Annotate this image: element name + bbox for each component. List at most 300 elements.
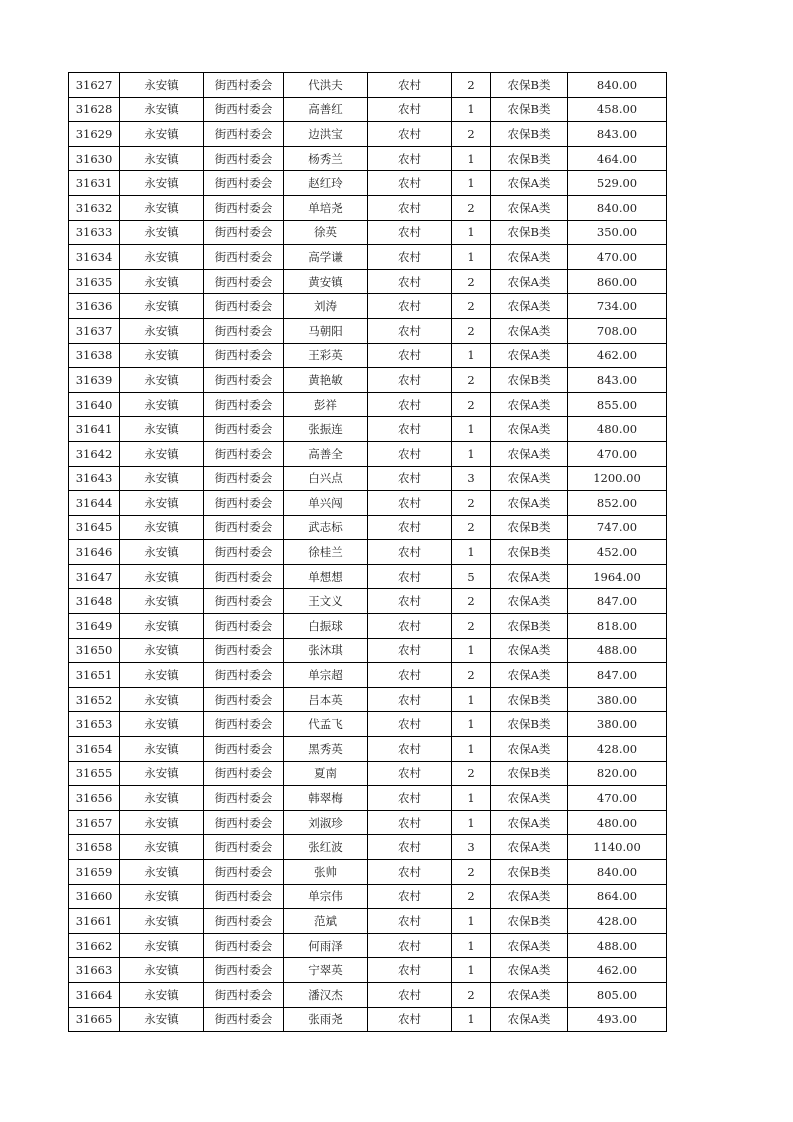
household-type-cell: 农村 bbox=[368, 835, 452, 860]
table-row bbox=[69, 712, 667, 737]
table-row bbox=[69, 195, 667, 220]
table-row bbox=[69, 663, 667, 688]
category-cell: 农保A类 bbox=[491, 638, 568, 663]
member-count-cell: 1 bbox=[452, 441, 491, 466]
id-cell: 31639 bbox=[69, 368, 120, 393]
amount-cell: 380.00 bbox=[568, 712, 667, 737]
town-cell: 永安镇 bbox=[120, 884, 204, 909]
id-cell: 31662 bbox=[69, 933, 120, 958]
amount-cell: 818.00 bbox=[568, 614, 667, 639]
table-row bbox=[69, 146, 667, 171]
member-count-cell: 2 bbox=[452, 122, 491, 147]
amount-cell: 480.00 bbox=[568, 417, 667, 442]
town-cell: 永安镇 bbox=[120, 786, 204, 811]
name-cell: 赵红玲 bbox=[284, 171, 368, 196]
town-cell: 永安镇 bbox=[120, 417, 204, 442]
name-cell: 张红波 bbox=[284, 835, 368, 860]
amount-cell: 488.00 bbox=[568, 933, 667, 958]
household-type-cell: 农村 bbox=[368, 663, 452, 688]
name-cell: 张振连 bbox=[284, 417, 368, 442]
id-cell: 31633 bbox=[69, 220, 120, 245]
name-cell: 单宗超 bbox=[284, 663, 368, 688]
table-row bbox=[69, 564, 667, 589]
category-cell: 农保A类 bbox=[491, 245, 568, 270]
town-cell: 永安镇 bbox=[120, 687, 204, 712]
category-cell: 农保A类 bbox=[491, 392, 568, 417]
village-cell: 街西村委会 bbox=[204, 540, 284, 565]
town-cell: 永安镇 bbox=[120, 909, 204, 934]
amount-cell: 480.00 bbox=[568, 810, 667, 835]
village-cell: 街西村委会 bbox=[204, 909, 284, 934]
table-row bbox=[69, 122, 667, 147]
member-count-cell: 1 bbox=[452, 786, 491, 811]
household-type-cell: 农村 bbox=[368, 294, 452, 319]
category-cell: 农保B类 bbox=[491, 122, 568, 147]
name-cell: 王彩英 bbox=[284, 343, 368, 368]
category-cell: 农保A类 bbox=[491, 269, 568, 294]
member-count-cell: 2 bbox=[452, 294, 491, 319]
village-cell: 街西村委会 bbox=[204, 343, 284, 368]
village-cell: 街西村委会 bbox=[204, 982, 284, 1007]
amount-cell: 843.00 bbox=[568, 368, 667, 393]
member-count-cell: 2 bbox=[452, 195, 491, 220]
town-cell: 永安镇 bbox=[120, 245, 204, 270]
amount-cell: 855.00 bbox=[568, 392, 667, 417]
household-type-cell: 农村 bbox=[368, 171, 452, 196]
table-row bbox=[69, 982, 667, 1007]
table-row bbox=[69, 171, 667, 196]
table-row bbox=[69, 761, 667, 786]
category-cell: 农保B类 bbox=[491, 909, 568, 934]
table-row bbox=[69, 392, 667, 417]
name-cell: 彭祥 bbox=[284, 392, 368, 417]
member-count-cell: 3 bbox=[452, 466, 491, 491]
member-count-cell: 1 bbox=[452, 933, 491, 958]
village-cell: 街西村委会 bbox=[204, 146, 284, 171]
table-row bbox=[69, 294, 667, 319]
category-cell: 农保B类 bbox=[491, 712, 568, 737]
village-cell: 街西村委会 bbox=[204, 515, 284, 540]
village-cell: 街西村委会 bbox=[204, 195, 284, 220]
name-cell: 黄安镇 bbox=[284, 269, 368, 294]
name-cell: 吕本英 bbox=[284, 687, 368, 712]
category-cell: 农保A类 bbox=[491, 441, 568, 466]
town-cell: 永安镇 bbox=[120, 195, 204, 220]
name-cell: 单培尧 bbox=[284, 195, 368, 220]
amount-cell: 847.00 bbox=[568, 589, 667, 614]
table-row bbox=[69, 638, 667, 663]
beneficiary-table bbox=[68, 72, 667, 1032]
category-cell: 农保A类 bbox=[491, 958, 568, 983]
member-count-cell: 1 bbox=[452, 1007, 491, 1032]
id-cell: 31656 bbox=[69, 786, 120, 811]
household-type-cell: 农村 bbox=[368, 245, 452, 270]
amount-cell: 464.00 bbox=[568, 146, 667, 171]
name-cell: 杨秀兰 bbox=[284, 146, 368, 171]
amount-cell: 380.00 bbox=[568, 687, 667, 712]
table-row bbox=[69, 884, 667, 909]
category-cell: 农保A类 bbox=[491, 884, 568, 909]
category-cell: 农保A类 bbox=[491, 663, 568, 688]
village-cell: 街西村委会 bbox=[204, 417, 284, 442]
amount-cell: 840.00 bbox=[568, 860, 667, 885]
household-type-cell: 农村 bbox=[368, 318, 452, 343]
id-cell: 31654 bbox=[69, 737, 120, 762]
household-type-cell: 农村 bbox=[368, 589, 452, 614]
village-cell: 街西村委会 bbox=[204, 712, 284, 737]
table-row bbox=[69, 835, 667, 860]
name-cell: 高学谦 bbox=[284, 245, 368, 270]
id-cell: 31629 bbox=[69, 122, 120, 147]
town-cell: 永安镇 bbox=[120, 466, 204, 491]
member-count-cell: 3 bbox=[452, 835, 491, 860]
household-type-cell: 农村 bbox=[368, 417, 452, 442]
amount-cell: 1200.00 bbox=[568, 466, 667, 491]
id-cell: 31664 bbox=[69, 982, 120, 1007]
category-cell: 农保B类 bbox=[491, 146, 568, 171]
village-cell: 街西村委会 bbox=[204, 73, 284, 98]
town-cell: 永安镇 bbox=[120, 122, 204, 147]
member-count-cell: 1 bbox=[452, 171, 491, 196]
village-cell: 街西村委会 bbox=[204, 245, 284, 270]
name-cell: 张雨尧 bbox=[284, 1007, 368, 1032]
town-cell: 永安镇 bbox=[120, 73, 204, 98]
amount-cell: 529.00 bbox=[568, 171, 667, 196]
name-cell: 韩翠梅 bbox=[284, 786, 368, 811]
name-cell: 范斌 bbox=[284, 909, 368, 934]
category-cell: 农保A类 bbox=[491, 786, 568, 811]
id-cell: 31644 bbox=[69, 491, 120, 516]
member-count-cell: 1 bbox=[452, 737, 491, 762]
member-count-cell: 5 bbox=[452, 564, 491, 589]
id-cell: 31635 bbox=[69, 269, 120, 294]
category-cell: 农保B类 bbox=[491, 368, 568, 393]
category-cell: 农保A类 bbox=[491, 417, 568, 442]
town-cell: 永安镇 bbox=[120, 343, 204, 368]
village-cell: 街西村委会 bbox=[204, 761, 284, 786]
household-type-cell: 农村 bbox=[368, 884, 452, 909]
name-cell: 单想想 bbox=[284, 564, 368, 589]
member-count-cell: 1 bbox=[452, 343, 491, 368]
village-cell: 街西村委会 bbox=[204, 835, 284, 860]
id-cell: 31650 bbox=[69, 638, 120, 663]
household-type-cell: 农村 bbox=[368, 909, 452, 934]
name-cell: 夏南 bbox=[284, 761, 368, 786]
id-cell: 31645 bbox=[69, 515, 120, 540]
name-cell: 张帅 bbox=[284, 860, 368, 885]
table-row bbox=[69, 589, 667, 614]
name-cell: 单兴闯 bbox=[284, 491, 368, 516]
table-row bbox=[69, 515, 667, 540]
amount-cell: 428.00 bbox=[568, 737, 667, 762]
table-row bbox=[69, 245, 667, 270]
category-cell: 农保A类 bbox=[491, 1007, 568, 1032]
village-cell: 街西村委会 bbox=[204, 933, 284, 958]
member-count-cell: 2 bbox=[452, 860, 491, 885]
id-cell: 31641 bbox=[69, 417, 120, 442]
town-cell: 永安镇 bbox=[120, 318, 204, 343]
category-cell: 农保A类 bbox=[491, 491, 568, 516]
member-count-cell: 1 bbox=[452, 909, 491, 934]
name-cell: 单宗伟 bbox=[284, 884, 368, 909]
household-type-cell: 农村 bbox=[368, 122, 452, 147]
name-cell: 徐英 bbox=[284, 220, 368, 245]
town-cell: 永安镇 bbox=[120, 441, 204, 466]
household-type-cell: 农村 bbox=[368, 392, 452, 417]
village-cell: 街西村委会 bbox=[204, 122, 284, 147]
name-cell: 马朝阳 bbox=[284, 318, 368, 343]
town-cell: 永安镇 bbox=[120, 712, 204, 737]
id-cell: 31632 bbox=[69, 195, 120, 220]
amount-cell: 840.00 bbox=[568, 195, 667, 220]
household-type-cell: 农村 bbox=[368, 810, 452, 835]
name-cell: 宁翠英 bbox=[284, 958, 368, 983]
town-cell: 永安镇 bbox=[120, 761, 204, 786]
village-cell: 街西村委会 bbox=[204, 171, 284, 196]
amount-cell: 350.00 bbox=[568, 220, 667, 245]
household-type-cell: 农村 bbox=[368, 368, 452, 393]
village-cell: 街西村委会 bbox=[204, 663, 284, 688]
id-cell: 31636 bbox=[69, 294, 120, 319]
member-count-cell: 2 bbox=[452, 491, 491, 516]
id-cell: 31637 bbox=[69, 318, 120, 343]
id-cell: 31642 bbox=[69, 441, 120, 466]
table-row bbox=[69, 97, 667, 122]
category-cell: 农保A类 bbox=[491, 343, 568, 368]
name-cell: 徐桂兰 bbox=[284, 540, 368, 565]
member-count-cell: 2 bbox=[452, 663, 491, 688]
table-row bbox=[69, 441, 667, 466]
member-count-cell: 2 bbox=[452, 614, 491, 639]
id-cell: 31649 bbox=[69, 614, 120, 639]
town-cell: 永安镇 bbox=[120, 614, 204, 639]
household-type-cell: 农村 bbox=[368, 466, 452, 491]
name-cell: 白兴点 bbox=[284, 466, 368, 491]
village-cell: 街西村委会 bbox=[204, 220, 284, 245]
town-cell: 永安镇 bbox=[120, 589, 204, 614]
amount-cell: 462.00 bbox=[568, 958, 667, 983]
id-cell: 31655 bbox=[69, 761, 120, 786]
category-cell: 农保A类 bbox=[491, 466, 568, 491]
id-cell: 31643 bbox=[69, 466, 120, 491]
id-cell: 31638 bbox=[69, 343, 120, 368]
name-cell: 何雨泽 bbox=[284, 933, 368, 958]
amount-cell: 488.00 bbox=[568, 638, 667, 663]
category-cell: 农保A类 bbox=[491, 294, 568, 319]
amount-cell: 428.00 bbox=[568, 909, 667, 934]
name-cell: 武志标 bbox=[284, 515, 368, 540]
town-cell: 永安镇 bbox=[120, 663, 204, 688]
amount-cell: 805.00 bbox=[568, 982, 667, 1007]
id-cell: 31648 bbox=[69, 589, 120, 614]
household-type-cell: 农村 bbox=[368, 73, 452, 98]
village-cell: 街西村委会 bbox=[204, 294, 284, 319]
member-count-cell: 2 bbox=[452, 318, 491, 343]
table-row bbox=[69, 220, 667, 245]
id-cell: 31627 bbox=[69, 73, 120, 98]
village-cell: 街西村委会 bbox=[204, 318, 284, 343]
category-cell: 农保A类 bbox=[491, 195, 568, 220]
amount-cell: 852.00 bbox=[568, 491, 667, 516]
table-row bbox=[69, 687, 667, 712]
household-type-cell: 农村 bbox=[368, 638, 452, 663]
name-cell: 张沐琪 bbox=[284, 638, 368, 663]
town-cell: 永安镇 bbox=[120, 146, 204, 171]
village-cell: 街西村委会 bbox=[204, 564, 284, 589]
category-cell: 农保B类 bbox=[491, 540, 568, 565]
town-cell: 永安镇 bbox=[120, 491, 204, 516]
household-type-cell: 农村 bbox=[368, 195, 452, 220]
amount-cell: 493.00 bbox=[568, 1007, 667, 1032]
village-cell: 街西村委会 bbox=[204, 368, 284, 393]
member-count-cell: 1 bbox=[452, 417, 491, 442]
town-cell: 永安镇 bbox=[120, 540, 204, 565]
household-type-cell: 农村 bbox=[368, 761, 452, 786]
member-count-cell: 1 bbox=[452, 146, 491, 171]
category-cell: 农保B类 bbox=[491, 97, 568, 122]
table-row bbox=[69, 810, 667, 835]
village-cell: 街西村委会 bbox=[204, 589, 284, 614]
amount-cell: 452.00 bbox=[568, 540, 667, 565]
amount-cell: 470.00 bbox=[568, 245, 667, 270]
name-cell: 刘淑珍 bbox=[284, 810, 368, 835]
household-type-cell: 农村 bbox=[368, 737, 452, 762]
table-row bbox=[69, 343, 667, 368]
table-row bbox=[69, 786, 667, 811]
category-cell: 农保A类 bbox=[491, 318, 568, 343]
table-row bbox=[69, 933, 667, 958]
member-count-cell: 1 bbox=[452, 97, 491, 122]
village-cell: 街西村委会 bbox=[204, 860, 284, 885]
household-type-cell: 农村 bbox=[368, 220, 452, 245]
amount-cell: 747.00 bbox=[568, 515, 667, 540]
id-cell: 31640 bbox=[69, 392, 120, 417]
household-type-cell: 农村 bbox=[368, 958, 452, 983]
table-row bbox=[69, 737, 667, 762]
id-cell: 31634 bbox=[69, 245, 120, 270]
id-cell: 31665 bbox=[69, 1007, 120, 1032]
member-count-cell: 2 bbox=[452, 589, 491, 614]
village-cell: 街西村委会 bbox=[204, 884, 284, 909]
town-cell: 永安镇 bbox=[120, 392, 204, 417]
household-type-cell: 农村 bbox=[368, 540, 452, 565]
id-cell: 31660 bbox=[69, 884, 120, 909]
name-cell: 高善红 bbox=[284, 97, 368, 122]
household-type-cell: 农村 bbox=[368, 97, 452, 122]
amount-cell: 1964.00 bbox=[568, 564, 667, 589]
village-cell: 街西村委会 bbox=[204, 810, 284, 835]
household-type-cell: 农村 bbox=[368, 491, 452, 516]
name-cell: 代孟飞 bbox=[284, 712, 368, 737]
household-type-cell: 农村 bbox=[368, 687, 452, 712]
amount-cell: 462.00 bbox=[568, 343, 667, 368]
id-cell: 31653 bbox=[69, 712, 120, 737]
village-cell: 街西村委会 bbox=[204, 614, 284, 639]
amount-cell: 864.00 bbox=[568, 884, 667, 909]
table-row bbox=[69, 1007, 667, 1032]
town-cell: 永安镇 bbox=[120, 220, 204, 245]
town-cell: 永安镇 bbox=[120, 171, 204, 196]
table-row bbox=[69, 540, 667, 565]
table-row bbox=[69, 368, 667, 393]
household-type-cell: 农村 bbox=[368, 933, 452, 958]
category-cell: 农保B类 bbox=[491, 614, 568, 639]
table-row bbox=[69, 491, 667, 516]
household-type-cell: 农村 bbox=[368, 269, 452, 294]
village-cell: 街西村委会 bbox=[204, 491, 284, 516]
town-cell: 永安镇 bbox=[120, 638, 204, 663]
id-cell: 31652 bbox=[69, 687, 120, 712]
amount-cell: 820.00 bbox=[568, 761, 667, 786]
id-cell: 31658 bbox=[69, 835, 120, 860]
member-count-cell: 1 bbox=[452, 638, 491, 663]
town-cell: 永安镇 bbox=[120, 564, 204, 589]
category-cell: 农保A类 bbox=[491, 982, 568, 1007]
name-cell: 黑秀英 bbox=[284, 737, 368, 762]
table-row bbox=[69, 318, 667, 343]
household-type-cell: 农村 bbox=[368, 786, 452, 811]
amount-cell: 458.00 bbox=[568, 97, 667, 122]
household-type-cell: 农村 bbox=[368, 515, 452, 540]
id-cell: 31661 bbox=[69, 909, 120, 934]
town-cell: 永安镇 bbox=[120, 1007, 204, 1032]
amount-cell: 1140.00 bbox=[568, 835, 667, 860]
town-cell: 永安镇 bbox=[120, 958, 204, 983]
category-cell: 农保A类 bbox=[491, 564, 568, 589]
household-type-cell: 农村 bbox=[368, 860, 452, 885]
id-cell: 31657 bbox=[69, 810, 120, 835]
household-type-cell: 农村 bbox=[368, 146, 452, 171]
name-cell: 黄艳敏 bbox=[284, 368, 368, 393]
town-cell: 永安镇 bbox=[120, 982, 204, 1007]
category-cell: 农保A类 bbox=[491, 737, 568, 762]
table-row bbox=[69, 909, 667, 934]
household-type-cell: 农村 bbox=[368, 441, 452, 466]
amount-cell: 470.00 bbox=[568, 786, 667, 811]
category-cell: 农保B类 bbox=[491, 761, 568, 786]
member-count-cell: 1 bbox=[452, 540, 491, 565]
village-cell: 街西村委会 bbox=[204, 687, 284, 712]
village-cell: 街西村委会 bbox=[204, 1007, 284, 1032]
table-row bbox=[69, 417, 667, 442]
id-cell: 31646 bbox=[69, 540, 120, 565]
id-cell: 31631 bbox=[69, 171, 120, 196]
name-cell: 高善全 bbox=[284, 441, 368, 466]
member-count-cell: 1 bbox=[452, 810, 491, 835]
town-cell: 永安镇 bbox=[120, 835, 204, 860]
category-cell: 农保B类 bbox=[491, 860, 568, 885]
amount-cell: 734.00 bbox=[568, 294, 667, 319]
category-cell: 农保A类 bbox=[491, 835, 568, 860]
member-count-cell: 1 bbox=[452, 220, 491, 245]
id-cell: 31647 bbox=[69, 564, 120, 589]
town-cell: 永安镇 bbox=[120, 368, 204, 393]
id-cell: 31651 bbox=[69, 663, 120, 688]
category-cell: 农保A类 bbox=[491, 589, 568, 614]
category-cell: 农保B类 bbox=[491, 73, 568, 98]
village-cell: 街西村委会 bbox=[204, 786, 284, 811]
village-cell: 街西村委会 bbox=[204, 737, 284, 762]
table-row bbox=[69, 466, 667, 491]
table-body bbox=[69, 73, 667, 1032]
id-cell: 31659 bbox=[69, 860, 120, 885]
town-cell: 永安镇 bbox=[120, 810, 204, 835]
amount-cell: 840.00 bbox=[568, 73, 667, 98]
name-cell: 白振球 bbox=[284, 614, 368, 639]
household-type-cell: 农村 bbox=[368, 1007, 452, 1032]
name-cell: 刘涛 bbox=[284, 294, 368, 319]
town-cell: 永安镇 bbox=[120, 737, 204, 762]
